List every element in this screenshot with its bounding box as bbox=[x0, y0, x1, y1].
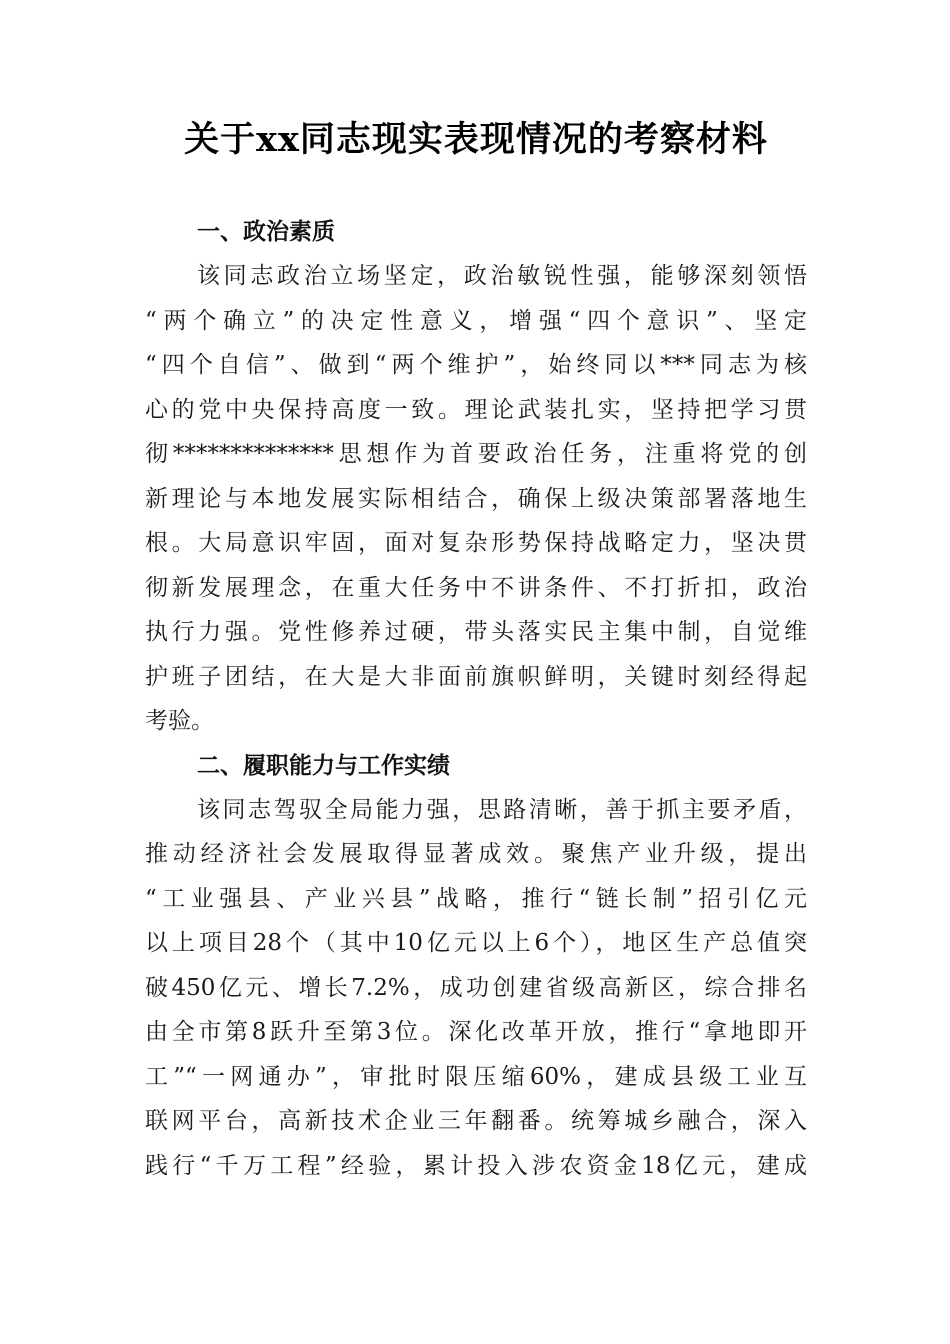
paragraph-line: 心的党中央保持高度一致。理论武装扎实，坚持把学习贯 bbox=[145, 396, 807, 423]
paragraph-line: 该同志政治立场坚定，政治敏锐性强，能够深刻领悟 bbox=[197, 263, 807, 289]
document-page bbox=[145, 108, 807, 1188]
paragraph-line: 护班子团结，在大是大非面前旗帜鲜明，关键时刻经得起 bbox=[145, 663, 807, 690]
paragraph-line: “两个确立”的决定性意义，增强“四个意识”、坚定 bbox=[145, 307, 807, 334]
paragraph-line: 新理论与本地发展实际相结合，确保上级决策部署落地生 bbox=[145, 485, 807, 512]
paragraph-line: 破450亿元、增长7.2%，成功创建省级高新区，综合排名 bbox=[145, 974, 807, 1001]
paragraph-line: 彻新发展理念，在重大任务中不讲条件、不打折扣，政治 bbox=[145, 574, 807, 601]
paragraph-line: 工”“一网通办”，审批时限压缩60%，建成县级工业互 bbox=[145, 1063, 807, 1090]
paragraph-line: 推动经济社会发展取得显著成效。聚焦产业升级，提出 bbox=[145, 841, 807, 867]
section-heading: 一、政治素质 bbox=[197, 219, 335, 245]
section-performance bbox=[145, 744, 807, 1189]
section-heading: 二、履职能力与工作实绩 bbox=[197, 752, 450, 779]
paragraph-line: 根。大局意识牢固，面对复杂形势保持战略定力，坚决贯 bbox=[145, 530, 807, 556]
paragraph-line: 考验。 bbox=[145, 708, 214, 734]
paragraph-line: 彻**************思想作为首要政治任务，注重将党的创 bbox=[145, 441, 807, 467]
paragraph-line: 联网平台，高新技术企业三年翻番。统筹城乡融合，深入 bbox=[145, 1108, 807, 1134]
section-paragraph bbox=[145, 254, 807, 744]
paragraph-line: 执行力强。党性修养过硬，带头落实民主集中制，自觉维 bbox=[145, 619, 807, 645]
paragraph-line: 由全市第8跃升至第3位。深化改革开放，推行“拿地即开 bbox=[145, 1019, 807, 1045]
paragraph-line: 践行“千万工程”经验，累计投入涉农资金18亿元，建成 bbox=[145, 1152, 807, 1179]
paragraph-line: “四个自信”、做到“两个维护”，始终同以***同志为核 bbox=[145, 352, 807, 378]
paragraph-line: 该同志驾驭全局能力强，思路清晰，善于抓主要矛盾， bbox=[197, 796, 807, 823]
section-paragraph bbox=[145, 788, 807, 1189]
document-title: 关于xx同志现实表现情况的考察材料 bbox=[184, 119, 768, 160]
paragraph-line: “工业强县、产业兴县”战略，推行“链长制”招引亿元 bbox=[145, 885, 807, 912]
section-political-quality bbox=[145, 210, 807, 744]
paragraph-line: 以上项目28个（其中10亿元以上6个），地区生产总值突 bbox=[145, 930, 807, 956]
